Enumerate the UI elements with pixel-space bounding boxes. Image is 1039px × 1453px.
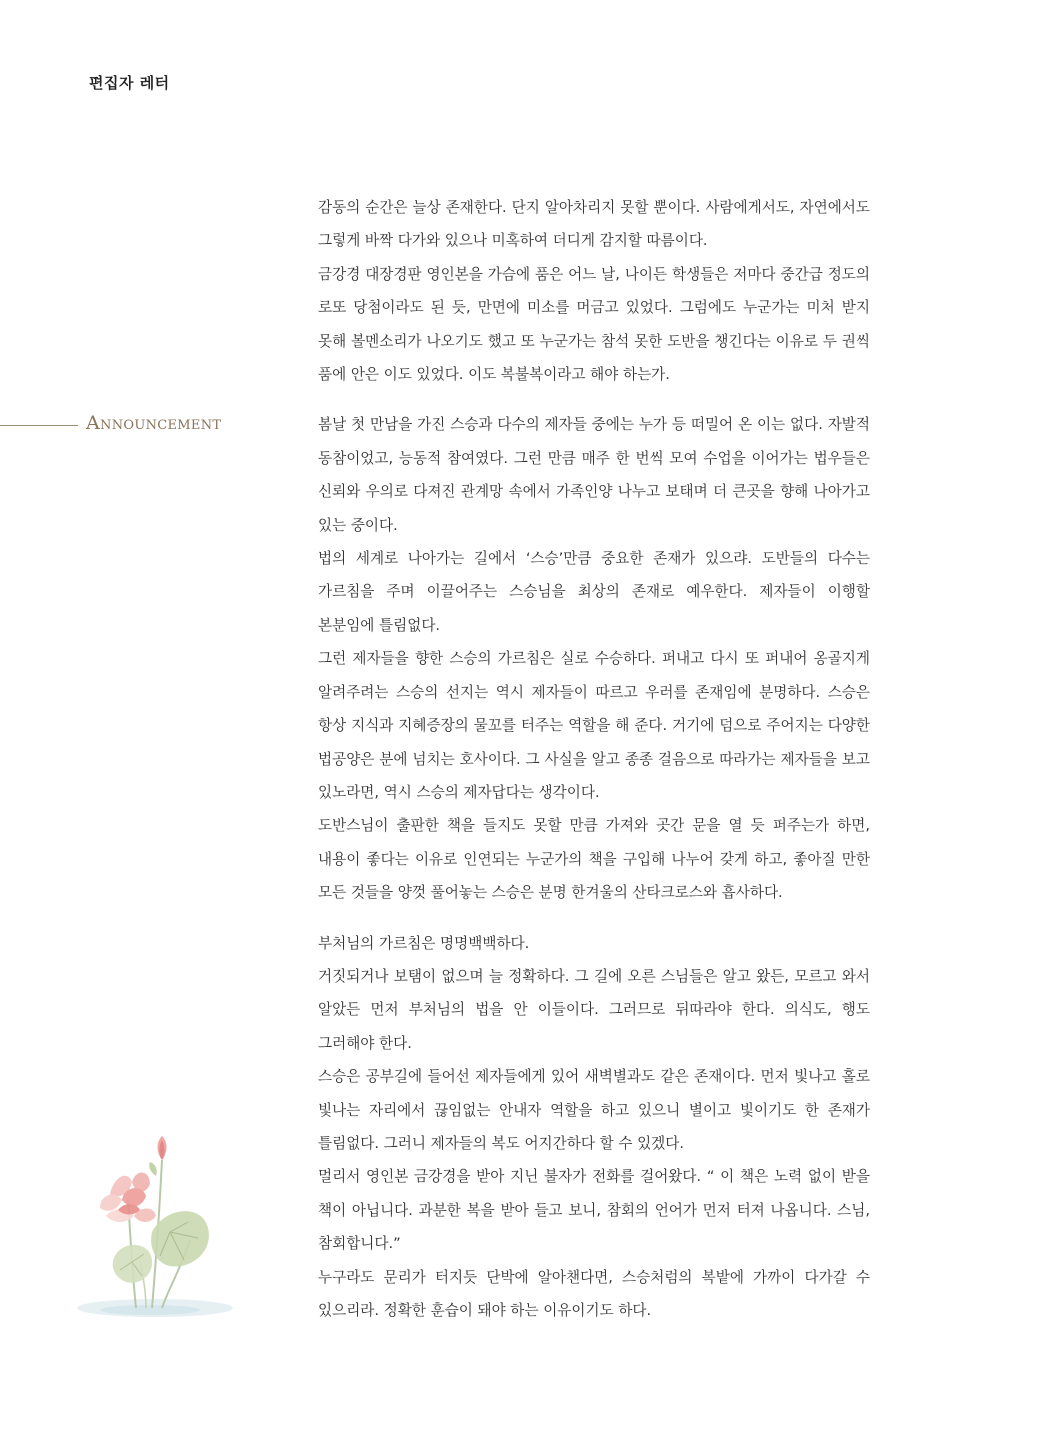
paragraph: 봄날 첫 만남을 가진 스승과 다수의 제자들 중에는 누가 등 떠밀어 온 이는 없다. 자발적 동참이었고, 능동적 참여였다. 그런 만큼 매주 한 번씩 모여 수업을 이어가는 법우들은 신뢰와 우의로 다져진 관계망 속에서 가족인양 나누고 보태며 더 큰곳을 향해 나아가고 있는 중이다. [318,416,870,534]
paragraph: 누구라도 문리가 터지듯 단박에 알아챈다면, 스승처럼의 복밭에 가까이 다가갈 수 있으리라. 정확한 훈습이 돼야 하는 이유이기도 하다. [318,1268,870,1319]
page-header: 편집자 레터 [89,74,170,92]
paragraph: 스승은 공부길에 들어선 제자들에게 있어 새벽별과도 같은 존재이다. 먼저 빛나고 홀로 빛나는 자리에서 끊임없는 안내자 역할을 하고 있으니 별이고 빛이기도 한 존재가 틀림없다. 그러니 제자들의 복도 어지간하다 할 수 있겠다. [318,1068,870,1152]
section-label-rule [0,425,78,426]
section-label [0,412,262,442]
paragraph: 거짓되거나 보탬이 없으며 늘 정확하다. 그 길에 오른 스님들은 알고 왔든, 모르고 와서 알았든 먼저 부처님의 법을 안 이들이다. 그러므로 뒤따라야 한다. 의식도, 행도 그러해야 한다. [318,967,870,1052]
paragraph: 멀리서 영인본 금강경을 받아 지닌 불자가 전화를 걸어왔다. “ 이 책은 노력 없이 받을 책이 아닙니다. 과분한 복을 받아 들고 보니, 참회의 언어가 먼저 터져 나옵니다. 스님, 참회합니다.” [318,1168,870,1253]
paragraph-gap [318,391,870,408]
section-label-text: Announcement [86,412,222,434]
article-body [318,191,870,1327]
paragraph-gap [318,910,870,927]
paragraph: 금강경 대장경판 영인본을 가슴에 품은 어느 날, 나이든 학생들은 저마다 중간급 정도의 로또 당첨이라도 된 듯, 만면에 미소를 머금고 있었다. 그럼에도 누군가는 미처 받지 못해 볼멘소리가 나오기도 했고 또 누군가는 참석 못한 도반을 챙긴다는 이유로 두 권씩 품에 안은 이도 있었다. 이도 복불복이라고 해야 하는가. [318,265,870,384]
paragraph: 그런 제자들을 향한 스승의 가르침은 실로 수승하다. 퍼내고 다시 또 퍼내어 옹골지게 알려주려는 스승의 선지는 역시 제자들이 따르고 우러를 존재임에 분명하다. 스승은 항상 지식과 지혜증장의 물꼬를 터주는 역할을 해 준다. 거기에 덤으로 주어지는 다양한 법공양은 분에 넘치는 호사이다. 그 사실을 알고 종종 걸음으로 따라가는 제자들을 보고 있노라면, 역시 스승의 제자답다는 생각이다. [318,650,870,801]
lotus-flower-icon [70,1120,240,1325]
paragraph: 부처님의 가르침은 명명백백하다. [318,934,530,952]
paragraph: 법의 세계로 나아가는 길에서 ‘스승’만큼 중요한 존재가 있으랴. 도반들의 다수는 가르침을 주며 이끌어주는 스승님을 최상의 존재로 예우한다. 제자들이 이행할 본분임에 틀림없다. [318,550,870,634]
paragraph: 감동의 순간은 늘상 존재한다. 단지 알아차리지 못할 뿐이다. 사람에게서도, 자연에서도 그렇게 바짝 다가와 있으나 미혹하여 더디게 감지할 따름이다. [318,199,870,250]
paragraph: 도반스님이 출판한 책을 들지도 못할 만큼 가져와 곳간 문을 열 듯 퍼주는가 하면, 내용이 좋다는 이유로 인연되는 누군가의 책을 구입해 나누어 갖게 하고, 좋아질 만한 모든 것들을 양껏 풀어놓는 스승은 분명 한겨울의 산타크로스와 흡사하다. [318,817,870,902]
